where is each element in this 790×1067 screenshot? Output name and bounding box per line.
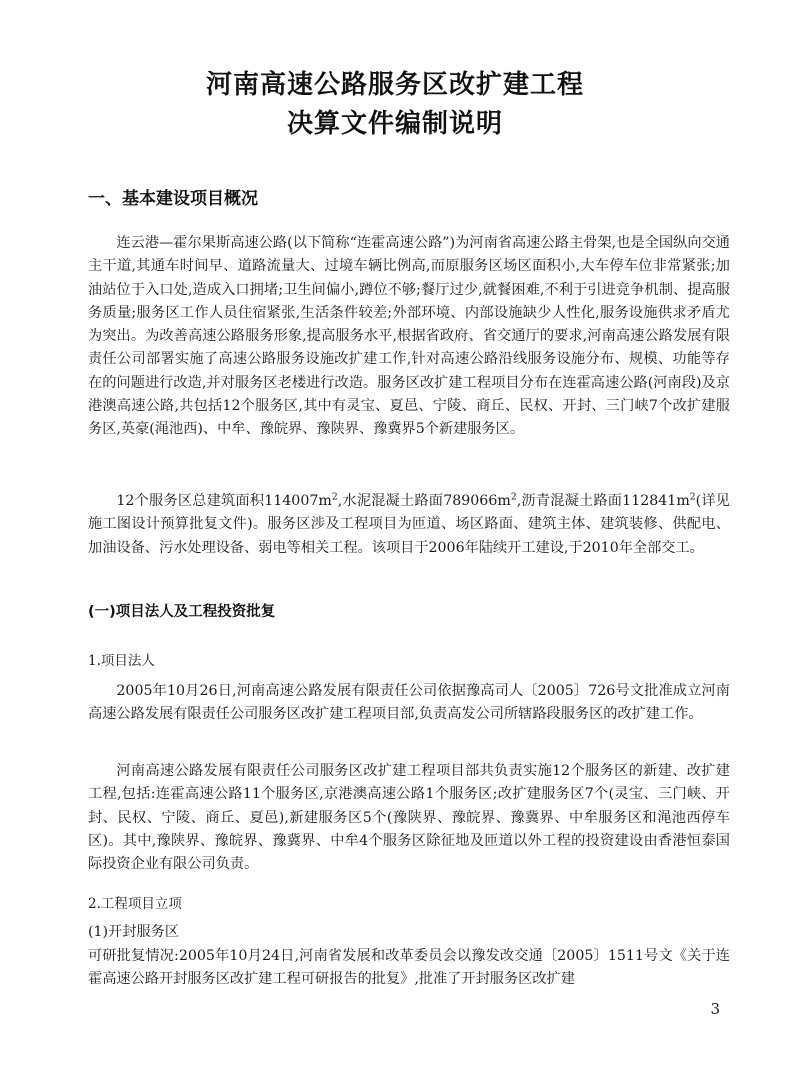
- paragraph-project-department: 2005年10月26日,河南高速公路发展有限责任公司依据豫高司人〔2005〕726号文批准成立河南高速公路发展有限责任公司服务区改扩建工程项目部,负责高发公司所辖路段服务区的改扩建工作。: [88, 683, 730, 723]
- document-title-line1: 河南高速公路服务区改扩建工程: [205, 70, 584, 100]
- subsection-heading-legal-person: (一)项目法人及工程投资批复: [88, 604, 276, 620]
- document-title-line2: 决算文件编制说明: [286, 109, 503, 139]
- area-detail-text: (详见施工图设计预算批复文件)。服务区涉及工程项目为匝道、场区路面、建筑主体、建筑装修、供配电、加油设备、污水处理设备、弱电等相关工程。该项目于2006年陆续开工建设,于2010年全部交工。: [88, 493, 730, 556]
- area-asphalt-text: ,沥青混凝土路面112841m: [516, 493, 690, 509]
- area-total-text: 12个服务区总建筑面积114007m: [116, 493, 332, 509]
- subitem-kaifeng-service-area: (1)开封服务区: [88, 924, 180, 940]
- item-heading-project-approval: 2.工程项目立项: [88, 896, 182, 912]
- superscript-2: 2: [510, 491, 517, 503]
- paragraph-feasibility-approval: 可研批复情况:2005年10月24日,河南省发展和改革委员会以豫发改交通〔2005〕1511号文《关于连霍高速公路开封服务区改扩建工程可研报告的批复》,批准了开封服务区改扩建: [88, 948, 730, 988]
- superscript-2: 2: [689, 491, 696, 503]
- section-heading-basic-overview: 一、基本建设项目概况: [88, 189, 258, 209]
- paragraph-project-background: 连云港—霍尔果斯高速公路(以下简称“连霍高速公路”)为河南省高速公路主骨架,也是全国纵向交通主干道,其通车时间早、道路流量大、过境车辆比例高,而原服务区场区面积小,大车停车位非常紧张;加油站位于入口处,造成入口拥堵;卫生间偏小,蹲位不够;餐厅过少,就餐困难,不利于引进竞争机制、提高服务质量;服务区工作人员住宿紧张,生活条件较差;外部环境、内部设施缺少人性化,服务设施供求矛盾尤为突出。为改善高速公路服务形象,提高服务水平,根据省政府、省交通厅的要求,河南高速公路发展有限责任公司部署实施了高速公路服务设施改扩建工作,针对高速公路沿线服务设施分布、规模、功能等存在的问题进行改造,并对服务区老楼进行改造。服务区改扩建工程项目分布在连霍高速公路(河南段)及京港澳高速公路,共包括12个服务区,其中有灵宝、夏邑、宁陵、商丘、民权、开封、三门峡7个改扩建服务区,英豪(渑池西)、中牟、豫皖界、豫陕界、豫冀界5个新建服务区。: [88, 235, 730, 438]
- area-cement-text: ,水泥混凝土路面789066m: [337, 493, 511, 509]
- superscript-2: 2: [331, 491, 338, 503]
- paragraph-area-summary: [88, 490, 730, 560]
- paragraph-service-areas: 河南高速公路发展有限责任公司服务区改扩建工程项目部共负责实施12个服务区的新建、改扩建工程,包括:连霍高速公路11个服务区,京港澳高速公路1个服务区;改扩建服务区7个(灵宝、三门峡、开封、民权、宁陵、商丘、夏邑),新建服务区5个(豫陕界、豫皖界、豫冀界、中牟服务区和渑池西停车区)。其中,豫陕界、豫皖界、豫冀界、中牟4个服务区除征地及匝道以外工程的投资建设由香港恒泰国际投资企业有限公司负责。: [88, 763, 730, 873]
- item-heading-project-legal-person: 1.项目法人: [88, 653, 155, 669]
- page-number: 3: [710, 1000, 720, 1018]
